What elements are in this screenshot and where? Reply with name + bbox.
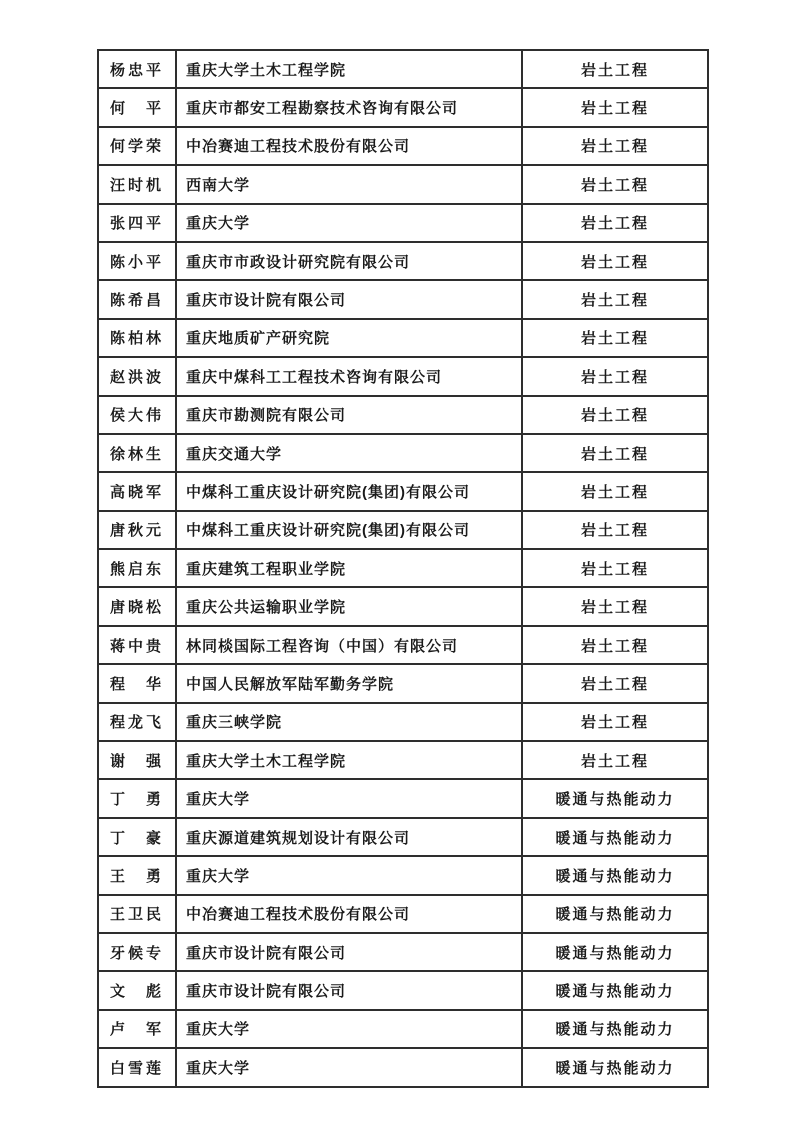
expert-name-cell: 牙候专 bbox=[98, 933, 176, 971]
specialty-cell: 岩土工程 bbox=[522, 127, 708, 165]
expert-name-cell: 丁 勇 bbox=[98, 779, 176, 817]
specialty-cell: 岩土工程 bbox=[522, 434, 708, 472]
table-row bbox=[98, 50, 708, 88]
organization-cell: 西南大学 bbox=[176, 165, 522, 203]
table-row bbox=[98, 626, 708, 664]
expert-name-cell: 丁 豪 bbox=[98, 818, 176, 856]
organization-cell: 林同棪国际工程咨询（中国）有限公司 bbox=[176, 626, 522, 664]
expert-name-cell: 蒋中贵 bbox=[98, 626, 176, 664]
expert-name-cell: 文 彪 bbox=[98, 971, 176, 1009]
specialty-cell: 岩土工程 bbox=[522, 511, 708, 549]
organization-cell: 重庆源道建筑规划设计有限公司 bbox=[176, 818, 522, 856]
table-row bbox=[98, 1048, 708, 1086]
specialty-cell: 岩土工程 bbox=[522, 472, 708, 510]
specialty-cell: 暖通与热能动力 bbox=[522, 1010, 708, 1048]
table-row bbox=[98, 204, 708, 242]
organization-cell: 中冶赛迪工程技术股份有限公司 bbox=[176, 895, 522, 933]
expert-name-cell: 赵洪波 bbox=[98, 357, 176, 395]
table-row bbox=[98, 88, 708, 126]
expert-name-cell: 陈小平 bbox=[98, 242, 176, 280]
expert-name-cell: 唐秋元 bbox=[98, 511, 176, 549]
specialty-cell: 岩土工程 bbox=[522, 396, 708, 434]
specialty-cell: 岩土工程 bbox=[522, 165, 708, 203]
table-row bbox=[98, 779, 708, 817]
table-row bbox=[98, 933, 708, 971]
expert-name-cell: 何 平 bbox=[98, 88, 176, 126]
table-row bbox=[98, 357, 708, 395]
expert-name-cell: 何学荣 bbox=[98, 127, 176, 165]
table-row bbox=[98, 971, 708, 1009]
specialty-cell: 岩土工程 bbox=[522, 50, 708, 88]
specialty-cell: 岩土工程 bbox=[522, 587, 708, 625]
expert-list-table bbox=[97, 49, 709, 1088]
table-row bbox=[98, 741, 708, 779]
table-row bbox=[98, 587, 708, 625]
specialty-cell: 岩土工程 bbox=[522, 88, 708, 126]
expert-name-cell: 汪时机 bbox=[98, 165, 176, 203]
organization-cell: 重庆大学 bbox=[176, 204, 522, 242]
table-row bbox=[98, 1010, 708, 1048]
table-row bbox=[98, 895, 708, 933]
table-row bbox=[98, 549, 708, 587]
table-row bbox=[98, 818, 708, 856]
specialty-cell: 暖通与热能动力 bbox=[522, 971, 708, 1009]
specialty-cell: 岩土工程 bbox=[522, 319, 708, 357]
organization-cell: 中煤科工重庆设计研究院(集团)有限公司 bbox=[176, 511, 522, 549]
expert-name-cell: 杨忠平 bbox=[98, 50, 176, 88]
specialty-cell: 暖通与热能动力 bbox=[522, 779, 708, 817]
table-row bbox=[98, 165, 708, 203]
specialty-cell: 暖通与热能动力 bbox=[522, 818, 708, 856]
table-row bbox=[98, 242, 708, 280]
organization-cell: 中国人民解放军陆军勤务学院 bbox=[176, 664, 522, 702]
table-row bbox=[98, 434, 708, 472]
organization-cell: 重庆市设计院有限公司 bbox=[176, 933, 522, 971]
expert-name-cell: 徐林生 bbox=[98, 434, 176, 472]
table-row bbox=[98, 127, 708, 165]
organization-cell: 重庆市设计院有限公司 bbox=[176, 971, 522, 1009]
specialty-cell: 岩土工程 bbox=[522, 280, 708, 318]
specialty-cell: 岩土工程 bbox=[522, 549, 708, 587]
expert-name-cell: 王卫民 bbox=[98, 895, 176, 933]
specialty-cell: 暖通与热能动力 bbox=[522, 895, 708, 933]
organization-cell: 重庆大学土木工程学院 bbox=[176, 741, 522, 779]
expert-name-cell: 陈柏林 bbox=[98, 319, 176, 357]
expert-name-cell: 程龙飞 bbox=[98, 703, 176, 741]
specialty-cell: 岩土工程 bbox=[522, 357, 708, 395]
specialty-cell: 暖通与热能动力 bbox=[522, 933, 708, 971]
table-row bbox=[98, 280, 708, 318]
expert-name-cell: 侯大伟 bbox=[98, 396, 176, 434]
table-row bbox=[98, 703, 708, 741]
organization-cell: 重庆大学 bbox=[176, 856, 522, 894]
table-row bbox=[98, 511, 708, 549]
expert-name-cell: 程 华 bbox=[98, 664, 176, 702]
organization-cell: 重庆三峡学院 bbox=[176, 703, 522, 741]
organization-cell: 重庆大学 bbox=[176, 779, 522, 817]
organization-cell: 重庆大学 bbox=[176, 1048, 522, 1086]
specialty-cell: 岩土工程 bbox=[522, 626, 708, 664]
organization-cell: 重庆市勘测院有限公司 bbox=[176, 396, 522, 434]
specialty-cell: 岩土工程 bbox=[522, 703, 708, 741]
table-row bbox=[98, 319, 708, 357]
specialty-cell: 暖通与热能动力 bbox=[522, 856, 708, 894]
organization-cell: 重庆建筑工程职业学院 bbox=[176, 549, 522, 587]
expert-name-cell: 卢 军 bbox=[98, 1010, 176, 1048]
expert-name-cell: 唐晓松 bbox=[98, 587, 176, 625]
table-row bbox=[98, 472, 708, 510]
organization-cell: 重庆市都安工程勘察技术咨询有限公司 bbox=[176, 88, 522, 126]
table-row bbox=[98, 396, 708, 434]
expert-name-cell: 高晓军 bbox=[98, 472, 176, 510]
organization-cell: 重庆大学 bbox=[176, 1010, 522, 1048]
table-row bbox=[98, 664, 708, 702]
organization-cell: 重庆中煤科工工程技术咨询有限公司 bbox=[176, 357, 522, 395]
organization-cell: 重庆市设计院有限公司 bbox=[176, 280, 522, 318]
organization-cell: 重庆公共运输职业学院 bbox=[176, 587, 522, 625]
expert-name-cell: 熊启东 bbox=[98, 549, 176, 587]
organization-cell: 重庆大学土木工程学院 bbox=[176, 50, 522, 88]
specialty-cell: 岩土工程 bbox=[522, 664, 708, 702]
organization-cell: 中煤科工重庆设计研究院(集团)有限公司 bbox=[176, 472, 522, 510]
table-row bbox=[98, 856, 708, 894]
expert-name-cell: 张四平 bbox=[98, 204, 176, 242]
organization-cell: 重庆地质矿产研究院 bbox=[176, 319, 522, 357]
specialty-cell: 岩土工程 bbox=[522, 242, 708, 280]
expert-name-cell: 王 勇 bbox=[98, 856, 176, 894]
expert-table-body bbox=[98, 50, 708, 1087]
organization-cell: 中冶赛迪工程技术股份有限公司 bbox=[176, 127, 522, 165]
organization-cell: 重庆交通大学 bbox=[176, 434, 522, 472]
expert-name-cell: 白雪莲 bbox=[98, 1048, 176, 1086]
specialty-cell: 岩土工程 bbox=[522, 204, 708, 242]
specialty-cell: 暖通与热能动力 bbox=[522, 1048, 708, 1086]
organization-cell: 重庆市市政设计研究院有限公司 bbox=[176, 242, 522, 280]
expert-name-cell: 谢 强 bbox=[98, 741, 176, 779]
expert-name-cell: 陈希昌 bbox=[98, 280, 176, 318]
specialty-cell: 岩土工程 bbox=[522, 741, 708, 779]
